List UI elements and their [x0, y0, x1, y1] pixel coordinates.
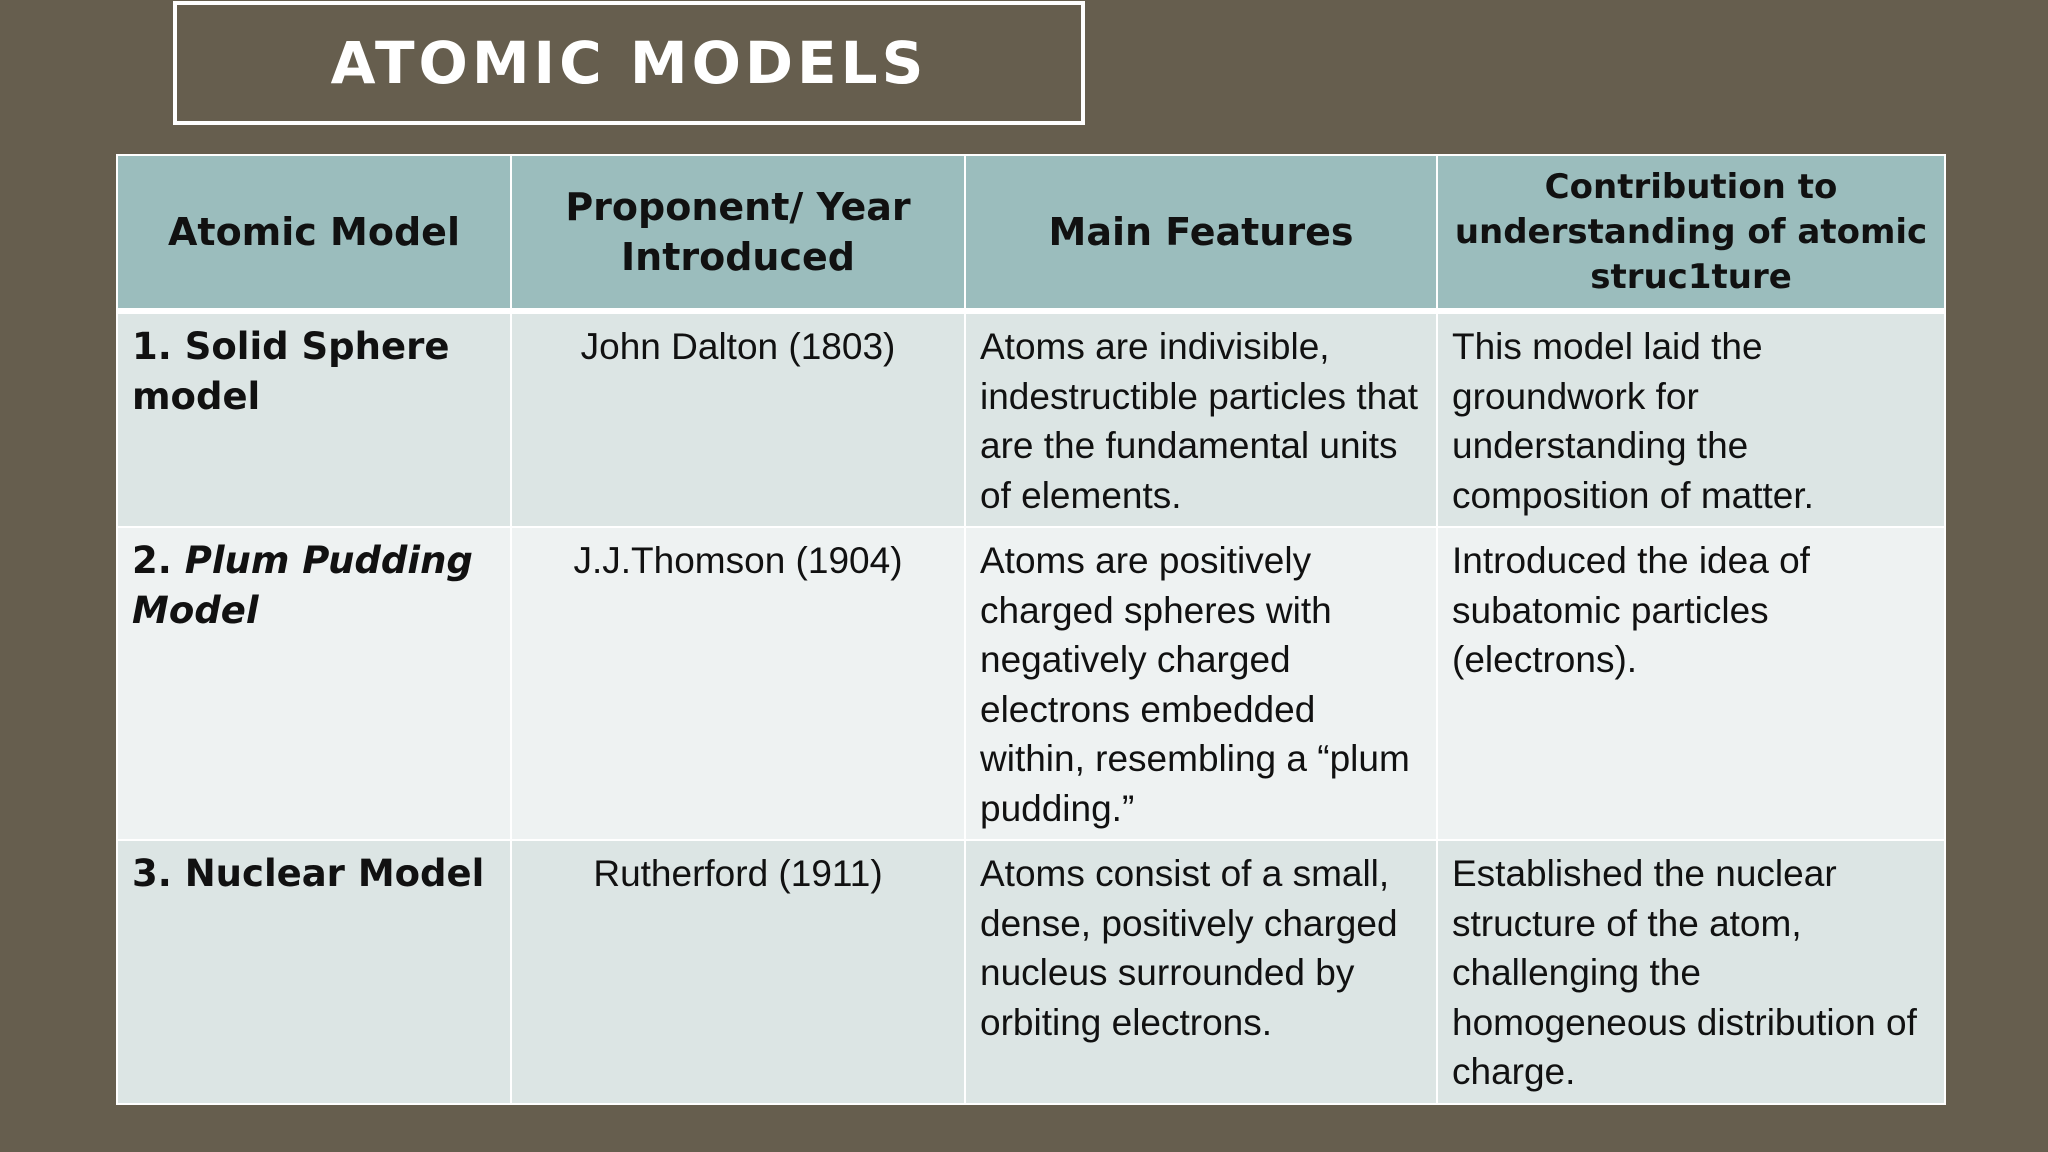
model-name-cell: [117, 840, 511, 1104]
model-name-cell: [117, 311, 511, 527]
features-cell: Atoms are positively charged spheres with negatively charged electrons embedded within, resembling a “plum pudding.”: [965, 527, 1437, 840]
model-name: Plum Pudding Model: [132, 539, 473, 632]
header-atomic-model: Atomic Model: [117, 155, 511, 311]
model-name: Solid Sphere model: [132, 325, 450, 418]
header-proponent-year: Proponent/ Year Introduced: [511, 155, 965, 311]
features-cell: Atoms are indivisible, indestructible particles that are the fundamental units of elements.: [965, 311, 1437, 527]
model-number: 3.: [132, 852, 172, 895]
table-row: [117, 527, 1945, 840]
proponent-cell: John Dalton (1803): [511, 311, 965, 527]
contribution-cell: Introduced the idea of subatomic particles (electrons).: [1437, 527, 1945, 840]
contribution-cell: Established the nuclear structure of the atom, challenging the homogeneous distribution of charge.: [1437, 840, 1945, 1104]
model-name-cell: [117, 527, 511, 840]
model-name: Nuclear Model: [184, 852, 485, 895]
table-row: [117, 840, 1945, 1104]
header-contribution: Contribution to understanding of atomic struc1ture: [1437, 155, 1945, 311]
table-row: [117, 311, 1945, 527]
proponent-cell: J.J.Thomson (1904): [511, 527, 965, 840]
model-number: 1.: [132, 325, 172, 368]
table-header-row: [117, 155, 1945, 311]
slide-title: ATOMIC MODELS: [330, 29, 928, 97]
title-box: [173, 1, 1085, 125]
model-number: 2.: [132, 539, 172, 582]
features-cell: Atoms consist of a small, dense, positively charged nucleus surrounded by orbiting electrons.: [965, 840, 1437, 1104]
atomic-models-table: [116, 154, 1946, 1105]
contribution-cell: This model laid the groundwork for understanding the composition of matter.: [1437, 311, 1945, 527]
header-main-features: Main Features: [965, 155, 1437, 311]
proponent-cell: Rutherford (1911): [511, 840, 965, 1104]
